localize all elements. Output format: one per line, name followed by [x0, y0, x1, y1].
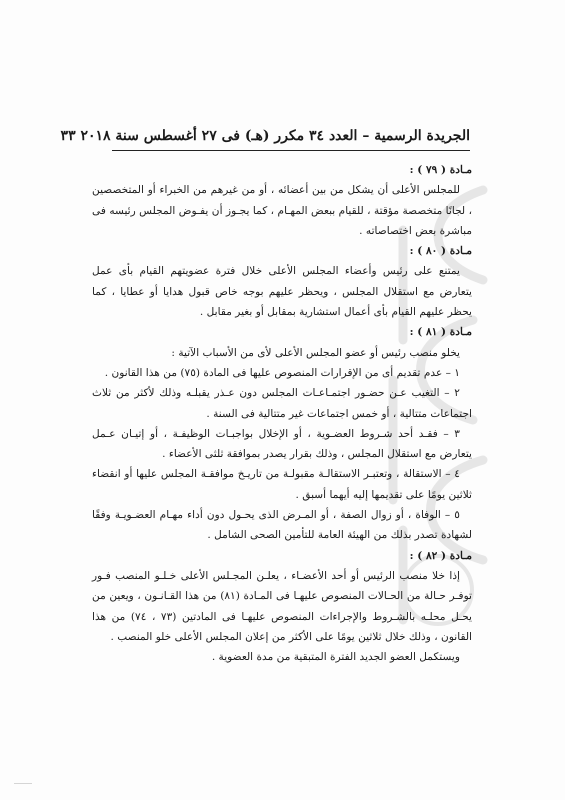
article-paragraph: ويستكمل العضو الجديد الفترة المتبقية من مدة العضوية .: [211, 651, 460, 664]
article-81: [92, 322, 472, 545]
article-title: مـادة ( ٨٠ ) :: [409, 245, 472, 258]
article-title: مـادة ( ٨٢ ) :: [409, 549, 472, 562]
article-paragraph: يمتنع على رئيس وأعضاء المجلس الأعلى خلال فترة عضويتهم القيام بأى عمل يتعارض مع استقلال المجلس ، ويحظر عليهم بوجه خاص قبول هدايا أو عطايا ، كما يحظر عليهم القيام بأى أعمال استشارية بمقابل أو بغير مقابل .: [92, 265, 472, 319]
article-79: [92, 160, 472, 241]
list-item: ٤ – الاستقالة ، وتعتبـر الاستقالـة مقبولـة من تاريـخ موافقـة المجلس عليها أو انقضاء ثلاثين يومًا على تقديمها إليه أيهما أسبق .: [92, 468, 472, 501]
page-header: الجريدة الرسمية – العدد ٣٤ مكرر (هـ) فى ٢٧ أغسطس سنة ٢٠١٨ ٣٣: [112, 128, 470, 151]
list-item: ٣ – فقـد أحد شـروط العضـوية ، أو الإخلال بواجبـات الوظيفـة ، أو إتيـان عـمل يتعارض مع استقلال المجلس ، وذلك بقرار يصدر بموافقة ثلثى الأعضاء .: [92, 427, 472, 461]
article-paragraph: للمجلس الأعلى أن يشكل من بين أعضائه ، أو من غيرهم من الخبراء أو المتخصصين ، لجانًا متخصصة مؤقتة ، للقيام ببعض المهـام ، كما يجـوز أن يفـوض المجلس رئيسه فى مباشرة بعض اختصاصاته .: [92, 184, 472, 237]
article-82: [92, 546, 472, 668]
list-item: ٥ – الوفاة ، أو زوال الصفة ، أو المـرض الذى يحـول دون أداء مهـام العضـويـة وفقًا لشهادة تصدر بذلك من الهيئة العامة للتأمين الصحى الشامل .: [92, 509, 472, 542]
list-item: ١ – عدم تقديم أى من الإقرارات المنصوص عليها فى المادة (٧٥) من هذا القانون .: [104, 366, 460, 379]
article-80: [92, 241, 472, 322]
article-title: مـادة ( ٨١ ) :: [409, 326, 472, 339]
document-body: [92, 160, 472, 667]
page-corner-mark: [14, 773, 32, 784]
list-item: ٢ – التغيب عـن حضـور اجتمـاعـات المجلس دون عـذر يقبلـه وذلك لأكثر من ثلاث اجتماعات متتالية ، أو خمس اجتماعات غير متتالية فى السنة .: [92, 387, 472, 420]
article-title: مـادة ( ٧٩ ) :: [409, 164, 472, 176]
article-intro: يخلو منصب رئيس أو عضو المجلس الأعلى لأى من الأسباب الآتية :: [171, 346, 460, 359]
article-paragraph: إذا خلا منصب الرئيس أو أحد الأعضـاء ، يعلـن المجـلس الأعلى خـلـو المنصب فـور توفـر حـالة من الحـالات المنصوص عليهـا فى المـادة (٨١) من هذا القـانـون ، ويعين من يحـل محلـه بالشـروط والإجراءات المنصوص عليهـا فى المادتين (٧٣ ، ٧٤) من هذا القانون ، وذلك خلال ثلاثين يومًا على الأكثر من إعلان المجلس الأعلى خلو المنصب .: [92, 569, 472, 643]
